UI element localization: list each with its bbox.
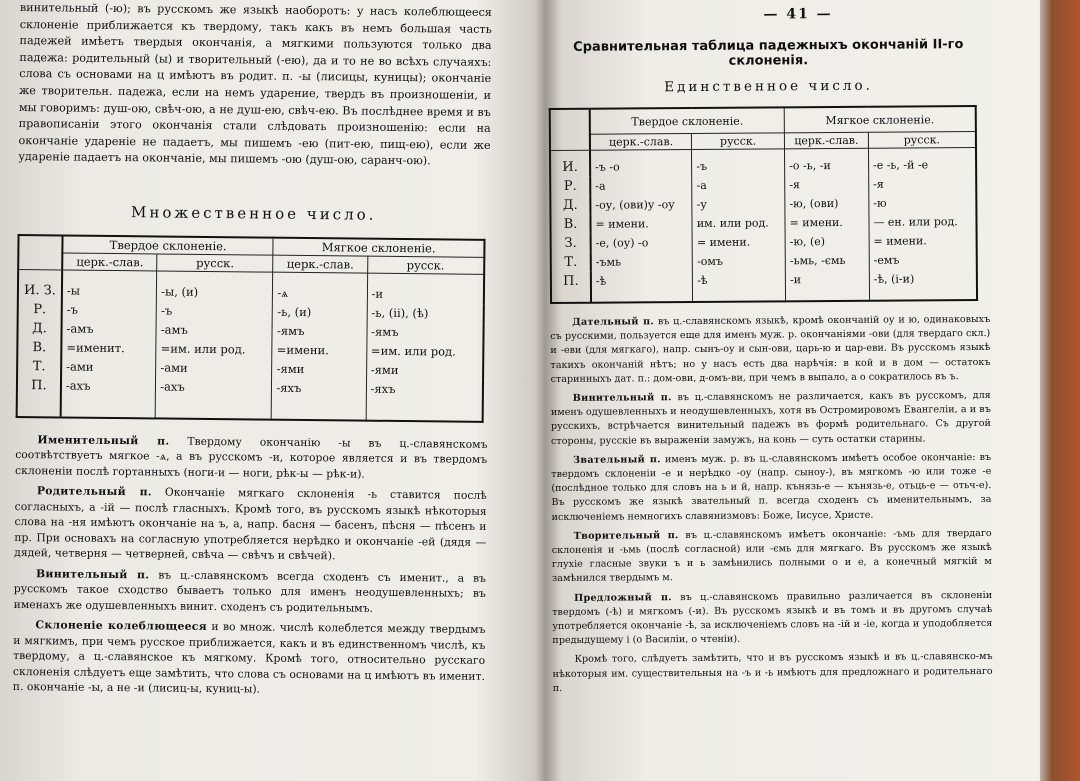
sub-rus-hard: русск. (692, 133, 785, 150)
left-section-title: Множественное число. (130, 203, 377, 224)
right-para-6: Кромѣ того, слѣдуетъ замѣтить, что и въ русскомъ языкѣ и въ ц.-славянско-мъ нѣкоторыя им. существительныя на -ъ и -ь имѣютъ для предложнаго и родительнаго п. (552, 651, 993, 694)
left-para-4: Склоненіе колеблющееся и во множ. числѣ колеблется между твердымъ и мягкимъ, при чемъ русское приближается, какъ и въ единственномъ числѣ, къ твердому, а ц.-славянское къ мягкому. Кромѣ того, относительно русскаго склоненія слѣдуетъ еще замѣтить, что слова съ основами на ц имѣютъ въ именит. п. окончаніе -ы, а не -и (лисиц-ы, куниц-ы). (12, 618, 486, 696)
sub-rus-soft: русск. (868, 132, 976, 149)
sub-church-soft: церк.-слав. (273, 255, 367, 273)
table-row: Р. -а -а -я -я (550, 174, 976, 196)
left-para-3: Винительный п. въ ц.-славянскомъ всегда сходенъ съ именит., а въ русскомъ такое сходство бываетъ только для именъ неодушевленныхъ; въ именахъ же одушевленныхъ винит. сходенъ съ родительнымъ. (13, 567, 487, 615)
left-top-paragraph: винительный (-ю); въ русскомъ же языкѣ наоборотъ: у насъ колеблющееся склоненіе приближается къ твердому, такъ какъ въ немъ большая часть падежей имѣетъ твердыя окончанія, а мягкими пользуются только два падежа: родительный (ы) и творительный (-ею), да и то не во всѣхъ случаяхъ: слова съ основами на ц имѣютъ въ родит. п. -ы (лисицы, куницы); окончаніе же творительн. падежа, если на немъ ударение, твердъ въ произношеніи, и мы говоримъ: душ-ою, свѣч-ою, а не душ-ею, свѣч-ею. Въ послѣднее время и въ правописаніи этого окончанія стали слѣдовать произношенію: если на окончаніе удареніе не падаетъ, мы пишемъ -ею (пит-ею, пищ-ею), если же удареніе падаетъ на окончаніе, мы пишемъ -ою (душ-ою, саранч-ою). (18, 0, 492, 168)
page-number: — 41 — (763, 6, 833, 23)
table-row: Д. -амъ -амъ -ямъ -ямъ (17, 319, 483, 343)
right-para-1: Дательный п. въ ц.-славянскомъ языкѣ, кромѣ окончаній оу и ю, одинаковыхъ съ русскими, пользуется еще для именъ муж. р. окончаніями -ови (для твердаго скл.) и -еви (для мягкаго), напр. сынъ-оу и сын-ови, царь-ю и цар-еви. Въ русскомъ языкѣ такихъ окончаній нѣтъ; но у насъ есть два нарѣчія: в кой и в дом — остатокъ старинныхъ дат. п.: дом-ови, д-омъ-ви, при чемъ в выпало, а о сократилось въ ъ. (550, 313, 991, 385)
table-row: З. -е, (оу) -о = имени. -ю, (е) = имени. (551, 231, 977, 253)
table-row: И. З. -ы -ы, (и) -ѧ -и (18, 269, 484, 304)
left-para-2: Родительный п. Окончаніе мягкаго склоненія -ь ставится послѣ согласныхъ, а -ій — послѣ гласныхъ. Кромѣ того, въ русскомъ языкѣ нѣкоторыя слова на -ня имѣютъ окончаніе на ъ, а, напр. басня — басенъ, пѣсня — пѣсенъ и пр. При основахъ на согласную употребляется нерѣдко и окончаніе -ей (дядя — дядей, четверня — четверней, свѣча — свѣчъ и свѣчей). (14, 484, 487, 563)
col-hard: Твердое склоненіе. (62, 235, 273, 255)
table-row: Р. -ъ -ъ -ь, (и) -ь, (ii), (ѣ) (18, 300, 484, 324)
plural-table (16, 234, 486, 423)
table-row: И. -ъ -о -ъ -о -ь, -и -е -ь, -й -е (550, 148, 976, 177)
col-hard: Твердое склоненіе. (590, 107, 785, 134)
table-row: П. -ахъ -ахъ -яхъ -яхъ (17, 376, 483, 422)
left-page (0, 0, 520, 781)
table-row: Т. -ъмь -омъ -ьмь, -ємь -емъ (551, 250, 977, 272)
singular-table (549, 105, 978, 304)
book-edge (1040, 0, 1080, 781)
right-para-4: Творительный п. въ ц.-славянскомъ имѣетъ окончаніе: -ъмь для твердаго склоненія и -ьмь (послѣ согласной) или -ємь для мягкаго. Въ русскомъ же языкѣ глухіе гласные звуки ъ и ь замѣнились полными о и е, а конечный мягкій м замѣнился твердымъ м. (551, 527, 992, 585)
sub-church-hard: церк.-слав. (590, 134, 692, 151)
sub-church-hard: церк.-слав. (62, 253, 157, 271)
col-soft: Мягкое склоненіе. (784, 106, 976, 133)
table-row: В. =именит. =им. или род. =имени. =им. или род. (17, 338, 483, 362)
left-para-1: Именительный п. Твердому окончанію -ы въ ц.-славянскомъ соотвѣтствуетъ мягкое -ѧ, а въ русскомъ -и, которое является и въ твердомъ склоненіи послѣ гортанныхъ (ноги-и — ноги, рѣк-ы — рѣк-и). (15, 433, 488, 481)
right-para-5: Предложный п. въ ц.-славянскомъ правильно различается въ склоненіи твердомъ (-ѣ) и мягкомъ (-и). Въ русскомъ языкѣ и въ томъ и въ другомъ случаѣ употребляется окончаніе -ѣ, за исключеніемъ словъ на -ій и -іе, когда и уподобляется предыдущему і (о Василіи, о чтеніи). (552, 589, 993, 647)
table-row: Т. -ами -ами -ями -ями (17, 357, 483, 381)
right-para-2: Винительный п. въ ц.-славянскомъ не различается, какъ въ русскомъ, для именъ одушевленныхъ и неодушевленныхъ, хотя въ Остромировомъ Евангеліи, а и въ русскихъ, встрѣчается винительный падежъ въ формѣ родительнаго. Съ другой стороны, русскіе въ выраженіи замужъ, на конь — суть остатки старины. (550, 389, 991, 447)
table-row: П. -ѣ -ѣ -и -ѣ, (і-и) (551, 269, 977, 303)
col-soft: Мягкое склоненіе. (273, 238, 484, 258)
right-page (540, 0, 1040, 781)
sub-church-soft: церк.-слав. (784, 132, 868, 149)
table-row: В. = имени. им. или род. = имени. — ен. или род. (550, 212, 976, 234)
table-row: Д. -оу, (ови)у -оу -у -ю, (ови) -ю (550, 193, 976, 215)
sub-rus-soft: русск. (367, 256, 484, 274)
sub-rus-hard: русск. (157, 254, 273, 272)
right-section-title: Единственное число. (664, 77, 873, 96)
right-title: Сравнительная таблица падежныхъ окончаній II-го склоненія. (573, 37, 964, 69)
right-para-3: Звательный п. именъ муж. р. въ ц.-славянскомъ имѣетъ особое окончаніе: въ твердомъ склоненіи -е и нерѣдко -оу (напр. сыноу-), въ мягкомъ -ю или тоже -е (послѣдное только для словъ на ь и й, напр. кънязь-е — кънязь-е, отьць-е — отьч-е). Въ русскомъ же языкѣ звательный п. всегда сходенъ съ именительнымъ, за исключеніемъ немногихъ славянизмовъ: Боже, Іисусе, Христе. (551, 451, 992, 523)
